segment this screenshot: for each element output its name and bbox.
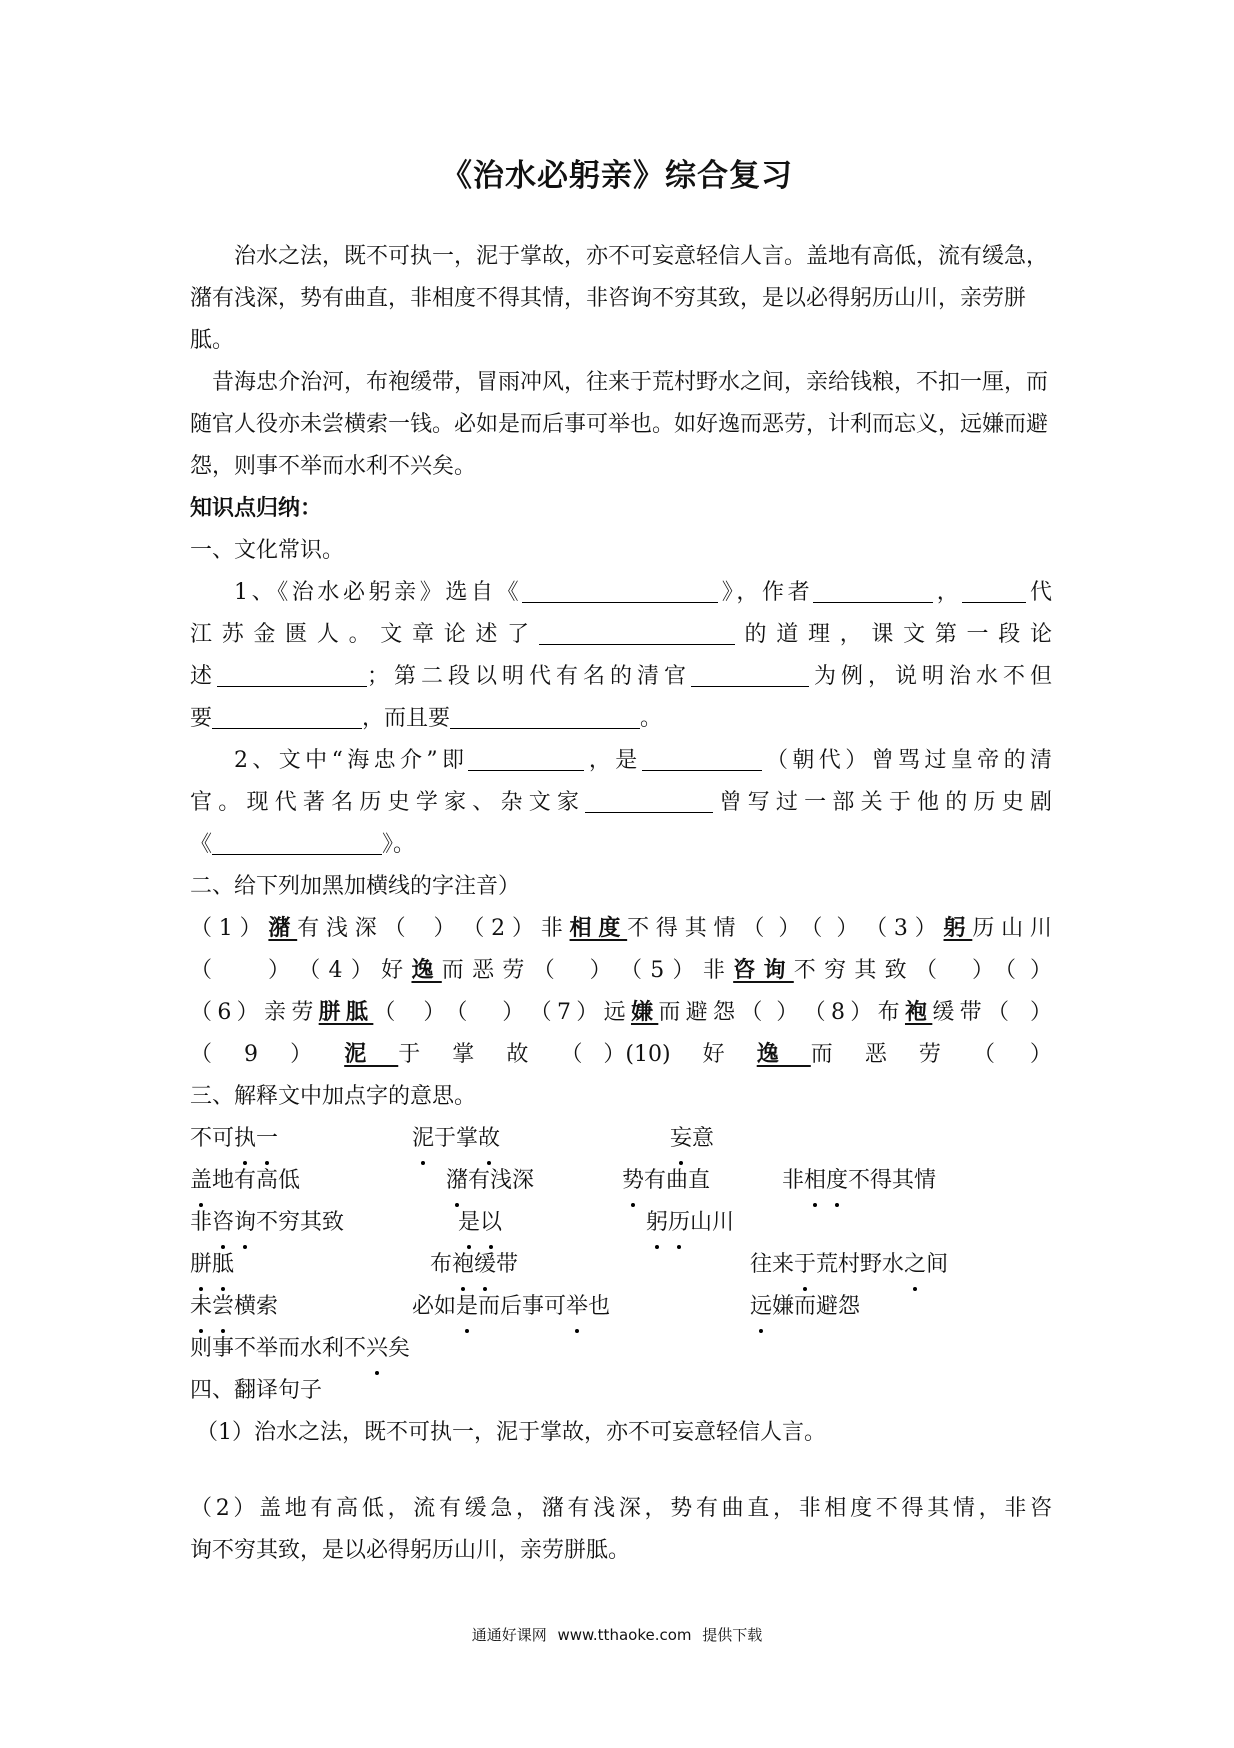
blank[interactable] [212, 702, 362, 729]
answer-space[interactable] [190, 1454, 1052, 1488]
content [190, 236, 1052, 1572]
question-2-line-1: 2、文中“海忠介”即 ，是 （朝代）曾骂过皇帝的清 [190, 740, 1052, 782]
definition-item [190, 1118, 278, 1160]
section-1-heading: 一、文化常识。 [190, 538, 345, 563]
blank[interactable] [217, 660, 367, 687]
answer-parentheses[interactable]: （ ） [742, 916, 801, 941]
item-text: 于掌故 [398, 1042, 561, 1067]
answer-parentheses[interactable]: （ ） [532, 958, 612, 983]
pinyin-items [190, 908, 1052, 1076]
answer-parentheses[interactable]: （ ） [740, 1000, 799, 1025]
item-text: 地有高低 [212, 1168, 301, 1193]
pinyin-line [190, 908, 1052, 950]
passage-paragraph-1: 治水之法，既不可执一，泥于掌故，亦不可妄意轻信人言。盖地有高低，流有缓急，潴有浅深，势有曲直，非相度不得其情，非咨询不穷其致，是以必得躬历山川，亲劳胼胝。 [190, 244, 1049, 353]
marked-character: 袍 [904, 1000, 933, 1025]
definition-row [190, 1118, 1052, 1160]
dotted-character: 泥 [412, 1118, 434, 1160]
pinyin-item [612, 958, 1052, 983]
translate-sentence-2-line-2: 询不穷其致，是以必得躬历山川，亲劳胼胝。 [190, 1538, 631, 1563]
definition-row [190, 1202, 1052, 1244]
dotted-character: 势 [622, 1160, 644, 1202]
translate-sentence-2-line-1: （2）盖地有高低，流有缓急，潴有浅深，势有曲直，非相度不得其情，非咨 [190, 1496, 1052, 1521]
footer [0, 1624, 1234, 1645]
item-text: 矣 [388, 1336, 411, 1361]
dotted-character: 胝 [212, 1244, 234, 1286]
pinyin-item [190, 1042, 625, 1067]
pinyin-item [798, 1000, 1052, 1025]
footer-url[interactable]: www.tthaoke.com [557, 1626, 692, 1644]
answer-parentheses[interactable]: （ ） [800, 916, 859, 941]
question-1-line-4: 要 ，而且要 。 [190, 698, 1052, 740]
definition-item [646, 1202, 734, 1244]
definition-item [622, 1160, 710, 1202]
dotted-character: 咨 [212, 1202, 234, 1244]
item-text: 缓带 [932, 1000, 987, 1025]
item-number: （7） [524, 1000, 604, 1025]
marked-character: 胼胝 [318, 1000, 374, 1025]
item-text: 也 [588, 1294, 611, 1319]
passage-paragraph-2: 昔海忠介治河，布袍缓带，冒雨冲风，往来于荒村野水之间，亲给钱粮，不扣一厘，而随官人役亦未尝横索一钱。必如是而后事可举也。如好逸而恶劳，计利而忘义，远嫌而避怨，则事不举而水利不兴矣。 [190, 370, 1049, 479]
definition-item [412, 1286, 610, 1328]
definition-item [446, 1160, 534, 1202]
item-number: （9） [190, 1042, 345, 1067]
definition-item [782, 1160, 936, 1202]
pinyin-item [456, 916, 859, 941]
dotted-character: 相 [804, 1160, 826, 1202]
item-text: 嫌而避怨 [772, 1294, 861, 1319]
answer-parentheses[interactable]: （ ） [445, 1000, 525, 1025]
item-text: 有浅深 [468, 1168, 535, 1193]
pinyin-item [858, 916, 1052, 941]
item-number: （6） [190, 1000, 264, 1025]
question-1-line-3: 述 ；第二段以明代有名的清官 为例，说明治水不但 [190, 656, 1052, 698]
dotted-character: 缓 [474, 1244, 496, 1286]
item-text: 则事不举而水利不 [190, 1336, 367, 1361]
item-number: （8） [798, 1000, 878, 1025]
dotted-character: 历 [668, 1202, 690, 1244]
section-3-heading: 三、解释文中加点字的意思。 [190, 1084, 477, 1109]
item-number: （1） [190, 916, 269, 941]
page-title: 《治水必躬亲》综合复习 [441, 158, 793, 194]
item-text: 意 [692, 1126, 715, 1151]
definition-item [190, 1202, 344, 1244]
item-text: 不得其情 [848, 1168, 937, 1193]
blank[interactable] [642, 744, 762, 771]
definition-row [190, 1286, 1052, 1328]
definition-item [458, 1202, 502, 1244]
item-text: 有曲直 [644, 1168, 711, 1193]
question-1-line-2: 江苏金匮人。文章论述了 的道理，课文第一段论 [190, 614, 1052, 656]
definition-item [190, 1160, 300, 1202]
item-text: 必如 [412, 1294, 457, 1319]
item-text: 于掌 [434, 1126, 479, 1151]
dotted-character: 未 [190, 1286, 212, 1328]
item-number: （2） [455, 916, 541, 941]
item-text: 非 [782, 1168, 805, 1193]
dotted-character: 远 [750, 1286, 772, 1328]
definition-item [190, 1244, 234, 1286]
pinyin-item [625, 1042, 1052, 1067]
question-2-line-2: 官。现代著名历史学家、杂文家 曾写过一部关于他的历史剧 [190, 782, 1052, 824]
blank[interactable] [522, 576, 718, 603]
item-number: （3） [858, 916, 944, 941]
definition-item [670, 1118, 714, 1160]
item-text: 布 [877, 1000, 905, 1025]
dotted-character: 故 [478, 1118, 500, 1160]
blank[interactable] [212, 828, 382, 855]
blank[interactable] [962, 576, 1026, 603]
dotted-character: 之 [904, 1244, 926, 1286]
definition-item [430, 1244, 518, 1286]
item-text: 非 [190, 1210, 213, 1235]
item-number: (10) [625, 1042, 671, 1067]
marked-character: 相度 [569, 916, 628, 941]
question-1-line-1: 1、《治水必躬亲》选自《 》，作者 ， 代 [190, 572, 1052, 614]
blank[interactable] [691, 660, 809, 687]
item-text: 往来 [750, 1252, 795, 1277]
marked-character: 嫌 [630, 1000, 659, 1025]
marked-character: 潴 [268, 916, 298, 941]
item-text: 荒村野水 [816, 1252, 905, 1277]
blank[interactable] [450, 702, 640, 729]
dotted-character: 举 [566, 1286, 588, 1328]
footer-suffix: 提供下载 [702, 1626, 763, 1644]
dotted-character: 兴 [366, 1328, 388, 1370]
item-text: 带 [496, 1252, 519, 1277]
pinyin-item [524, 1000, 798, 1025]
answer-parentheses[interactable]: （ ） [993, 958, 1052, 983]
dotted-character: 一 [256, 1118, 278, 1160]
item-text: 不穷其致 [256, 1210, 345, 1235]
item-text: 而避怨 [658, 1000, 741, 1025]
pinyin-item [190, 916, 456, 941]
item-text: 而后事可 [478, 1294, 567, 1319]
dotted-character: 尝 [212, 1286, 234, 1328]
answer-parentheses[interactable]: （ ） [987, 1000, 1052, 1025]
dotted-character: 询 [234, 1202, 256, 1244]
item-text: 非 [540, 916, 570, 941]
pinyin-line [190, 950, 1052, 992]
blank[interactable] [539, 618, 735, 645]
dotted-character: 是 [456, 1286, 478, 1328]
question-2-line-3: 《 》。 [190, 824, 1052, 866]
definition-row [190, 1328, 1052, 1370]
marked-character: 泥 [344, 1042, 399, 1067]
item-text: 好 [381, 958, 412, 983]
definition-item [750, 1244, 948, 1286]
pinyin-line [190, 992, 1052, 1034]
item-text: 布 [430, 1252, 453, 1277]
definition-row [190, 1160, 1052, 1202]
section-4-heading: 四、翻译句子 [190, 1378, 323, 1403]
item-number: （4） [289, 958, 382, 983]
pinyin-line [190, 1034, 1052, 1076]
item-text: 山川 [690, 1210, 735, 1235]
item-text: 而恶劳 [441, 958, 533, 983]
definition-item [190, 1328, 410, 1370]
blank[interactable] [468, 744, 584, 771]
dotted-character: 袍 [452, 1244, 474, 1286]
dotted-character: 潴 [446, 1160, 468, 1202]
marked-character: 躬 [943, 916, 973, 941]
dotted-character: 躬 [646, 1202, 668, 1244]
definition-item [750, 1286, 860, 1328]
section-2-heading: 二、给下列加黑加横线的字注音） [190, 874, 521, 899]
dotted-character: 于 [794, 1244, 816, 1286]
blank[interactable] [813, 576, 933, 603]
definition-item [190, 1286, 278, 1328]
dotted-character: 是 [458, 1202, 480, 1244]
answer-parentheses[interactable]: （ ） [560, 1042, 626, 1067]
definition-rows [190, 1118, 1052, 1370]
item-text: 而恶劳 [810, 1042, 973, 1067]
dotted-character: 以 [480, 1202, 502, 1244]
item-text: 非 [702, 958, 734, 983]
answer-parentheses[interactable]: （ ） [972, 1042, 1052, 1067]
item-text: 有浅深 [297, 916, 384, 941]
item-text: 好 [670, 1042, 757, 1067]
dotted-character: 执 [234, 1118, 256, 1160]
blank[interactable] [585, 786, 713, 813]
marked-character: 逸 [411, 958, 442, 983]
answer-parentheses[interactable]: （ ） [373, 1000, 446, 1025]
footer-site-name: 通通好课网 [471, 1626, 547, 1644]
definition-item [412, 1118, 500, 1160]
item-text: 不穷其致 [793, 958, 915, 983]
dotted-character: 胼 [190, 1244, 212, 1286]
dotted-character: 妄 [670, 1118, 692, 1160]
item-text: 不得其情 [627, 916, 743, 941]
item-number: （5） [611, 958, 703, 983]
dotted-character: 盖 [190, 1160, 212, 1202]
marked-character: 逸 [756, 1042, 811, 1067]
item-text: 不可 [190, 1126, 235, 1151]
item-text: 间 [926, 1252, 949, 1277]
item-text: 横索 [234, 1294, 279, 1319]
answer-parentheses[interactable]: （ ） [915, 958, 994, 983]
marked-character: 咨询 [733, 958, 794, 983]
dotted-character: 度 [826, 1160, 848, 1202]
pinyin-item [290, 958, 612, 983]
item-text: 历山川 [972, 916, 1052, 941]
item-text: 远 [603, 1000, 631, 1025]
pinyin-item [190, 1000, 524, 1025]
translate-sentence-1: （1）治水之法，既不可执一，泥于掌故，亦不可妄意轻信人言。 [196, 1420, 826, 1445]
knowledge-heading: 知识点归纳： [190, 496, 323, 521]
item-text: 亲劳 [264, 1000, 319, 1025]
answer-parentheses[interactable]: （ ） [190, 958, 290, 983]
answer-parentheses[interactable]: （ ） [383, 916, 456, 941]
definition-row [190, 1244, 1052, 1286]
